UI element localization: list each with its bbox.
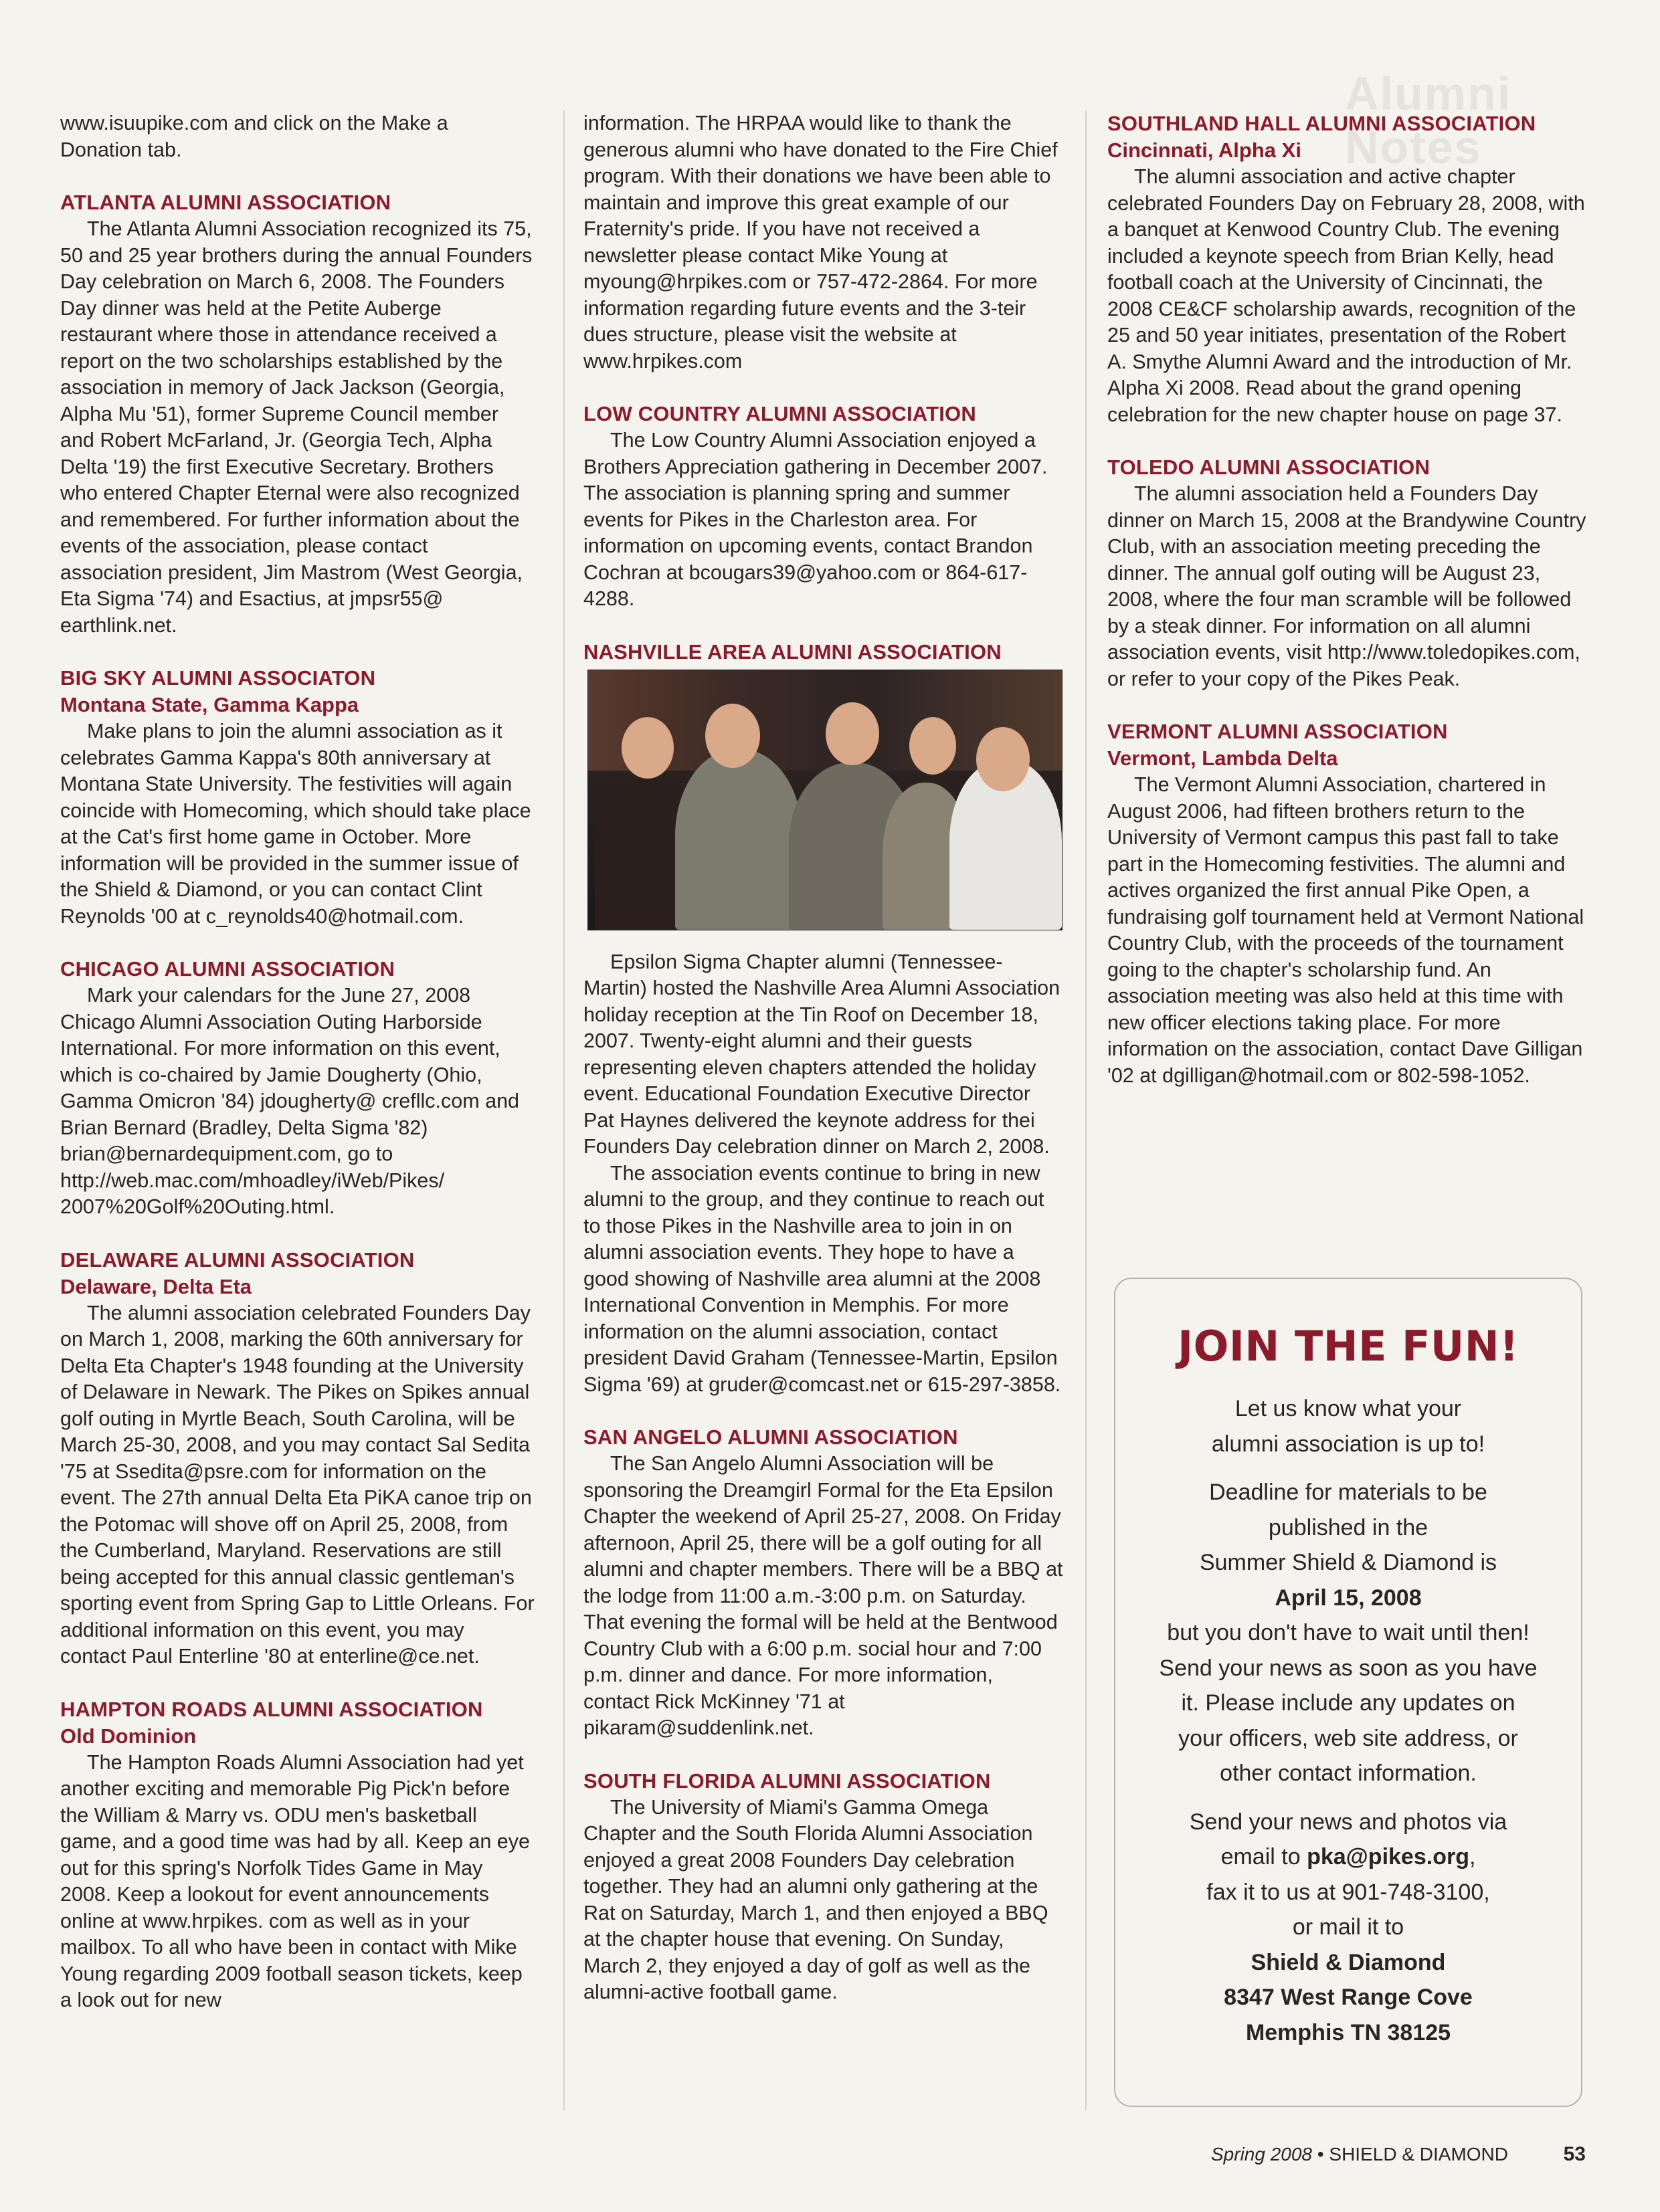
nashville-section: [583, 639, 1064, 1399]
body-text: Epsilon Sigma Chapter alumni (Tennessee-Martin) hosted the Nashville Area Alumni Association holiday reception at the Tin Roof on December 18, 2007. Twenty-eight alumni and their guests representing eleven chapters attended the holiday event. Educational Foundation Executive Director Pat Haynes delivered the keynote address for thei Founders Day celebration dinner on March 2, 2008.: [583, 950, 1060, 1158]
photo-figure-head: [909, 717, 956, 775]
faded-section-heading: Alumni Notes: [1345, 68, 1512, 173]
section-heading: TOLEDO ALUMNI ASSOCIATION: [1107, 456, 1431, 479]
callout-line: other contact information.: [1220, 1761, 1477, 1786]
hampton-continuation: [583, 110, 1064, 375]
column-middle: [583, 110, 1064, 2032]
southland-section: [1107, 110, 1589, 428]
section-subheading: Vermont, Lambda Delta: [1107, 746, 1338, 770]
callout-line: it. Please include any updates on: [1181, 1690, 1515, 1716]
photo-figure-head: [622, 717, 674, 779]
callout-line: Deadline for materials to be: [1209, 1480, 1487, 1505]
issue-label: Spring 2008: [1211, 2144, 1313, 2165]
email-address: pka@pikes.org: [1307, 1844, 1469, 1870]
section-heading: VERMONT ALUMNI ASSOCIATION: [1107, 720, 1448, 743]
callout-line: or mail it to: [1292, 1914, 1404, 1940]
body-text: The Hampton Roads Alumni Association had yet another exciting and memorable Pig Pick'n before the William & Marry vs. ODU men's basketball game, and a good time was had by all. Keep an eye out for this spring's Norfolk Tides Game in May 2008. Keep a lookout for event announcements online at www.hrpikes. com as well as in your mailbox. To all who have been in contact with Mike Young regarding 2009 football season tickets, keep a look out for new: [60, 1750, 530, 2011]
section-heading: NASHVILLE AREA ALUMNI ASSOCIATION: [583, 639, 1002, 664]
callout-line: fax it to us at 901-748-3100,: [1206, 1879, 1490, 1905]
delaware-section: [60, 1247, 535, 1670]
section-heading: SAN ANGELO ALUMNI ASSOCIATION: [583, 1425, 958, 1449]
photo-figure-head: [705, 704, 760, 768]
column-right: [1107, 110, 1589, 1115]
body-text: The University of Miami's Gamma Omega Chapter and the South Florida Alumni Association enjoyed a great 2008 Founders Day celebration together. They had an alumni only gathering at the Rat on Saturday, March 1, and then enjoyed a BBQ at the chapter house that evening. On Sunday, March 2, they enjoyed a day of golf as well as the alumni-active football game.: [583, 1795, 1048, 2003]
address-street: 8347 West Range Cove: [1224, 1985, 1473, 2010]
page-number: 53: [1563, 2143, 1586, 2165]
callout-line: Send your news as soon as you have: [1159, 1655, 1538, 1681]
body-text: The Low Country Alumni Association enjoyed a Brothers Appreciation gathering in December 2007. The association is planning spring and summer events for Pikes in the Charleston area. For information on upcoming events, contact Brandon Cochran at bcougars39@yahoo.com or 864-617-4288.: [583, 429, 1048, 610]
callout-line: but you don't have to wait until then!: [1167, 1620, 1530, 1645]
callout-email-line: [1115, 1839, 1581, 1875]
body-text: The San Angelo Alumni Association will be sponsoring the Dreamgirl Formal for the Eta Epsilon Chapter the weekend of April 25-27, 2008. On Friday afternoon, April 25, there will be a golf outing for all alumni and chapter members. There will be a BBQ at the lodge from 11:00 a.m.-3:00 p.m. on Saturday. That evening the formal will be held at the Bentwood Country Club with a 6:00 p.m. social hour and 7:00 p.m. dinner and dance. For more information, contact Rick McKinney '71 at pikaram@suddenlink.net.: [583, 1452, 1063, 1739]
spacer: [1115, 1462, 1581, 1475]
chicago-section: [60, 956, 535, 1221]
join-the-fun-callout: [1114, 1278, 1582, 2107]
section-heading: HAMPTON ROADS ALUMNI ASSOCIATION: [60, 1697, 483, 1721]
body-text: The Atlanta Alumni Association recognized its 75, 50 and 25 year brothers during the annual Founders Day celebration on March 6, 2008. The Founders Day dinner was held at the Petite Auberge restaurant where those in attendance received a report on the two scholarships established by the association in memory of Jack Jackson (Georgia, Alpha Mu '51), former Supreme Council member and Robert McFarland, Jr. (Georgia Tech, Alpha Delta '19) the first Executive Secretary. Brothers who entered Chapter Eternal were also recognized and remembered. For further information about the events of the association, please contact association president, Jim Mastrom (West Georgia, Eta Sigma '74) and Esactius, at jmpsr55@ earthlink.net.: [60, 217, 533, 637]
lowcountry-section: [583, 401, 1064, 613]
body-text: Mark your calendars for the June 27, 2008 Chicago Alumni Association Outing Harborside International. For more information on this event, which is co-chaired by Jamie Dougherty (Ohio, Gamma Omicron '84) jdougherty@ crefllc.com and Brian Bernard (Bradley, Delta Sigma '82) brian@bernardequipment.com, go to http://web.mac.com/mhoadley/iWeb/Pikes/ 2007%20Golf%20Outing.html.: [60, 984, 519, 1218]
section-heading: BIG SKY ALUMNI ASSOCIATON: [60, 666, 376, 690]
callout-text: ,: [1469, 1844, 1476, 1870]
callout-title: JOIN THE FUN!: [1178, 1322, 1519, 1371]
mailing-address: [1115, 1945, 1581, 1981]
callout-line: published in the: [1268, 1514, 1428, 1540]
callout-text: email to: [1220, 1844, 1307, 1870]
footer-separator: •: [1312, 2144, 1329, 2165]
southflorida-section: [583, 1768, 1064, 2006]
section-subheading: Montana State, Gamma Kappa: [60, 693, 359, 716]
callout-deadline: [1115, 1581, 1581, 1616]
section-heading: CHICAGO ALUMNI ASSOCIATION: [60, 957, 395, 981]
toledo-section: [1107, 454, 1589, 692]
section-subheading: Delaware, Delta Eta: [60, 1274, 252, 1298]
address-city: Memphis TN 38125: [1245, 2019, 1451, 2045]
section-heading: SOUTHLAND HALL ALUMNI ASSOCIATION: [1107, 112, 1536, 135]
callout-line: your officers, web site address, or: [1178, 1725, 1518, 1751]
body-text: The Vermont Alumni Association, chartered in August 2006, had fifteen brothers return to the University of Vermont campus this past fall to take part in the Homecoming festivities. The alumni and actives organized the first annual Pike Open, a fundraising golf tournament held at Vermont National Country Club, with the proceeds of the tournament going to the chapter's scholarship fund. An association meeting was also held at this time with new officer elections taking place. For more information on the association, contact Dave Gilligan '02 at dgilligan@hotmail.com or 802-598-1052.: [1107, 773, 1584, 1087]
photo-figure-head: [976, 727, 1030, 791]
sanangelo-section: [583, 1424, 1064, 1742]
body-text: The association events continue to bring in new alumni to the group, and they continue to reach out to those Pikes in the Nashville area to join in on alumni association events. They hope to have a good showing of Nashville area alumni at the 2008 International Convention in Memphis. For more information on the alumni association, contact president David Graham (Tennessee-Martin, Epsilon Sigma '69) at gruder@comcast.net or 615-297-3858.: [583, 1161, 1061, 1396]
body-text: Make plans to join the alumni association as it celebrates Gamma Kappa's 80th anniversary at Montana State University. The festivities will again coincide with Homecoming, which should take place at the Cat's first home game in October. More information will be provided in the summer issue of the Shield & Diamond, or you can contact Clint Reynolds '00 at c_reynolds40@hotmail.com.: [60, 720, 531, 928]
column-divider: [1085, 110, 1087, 2110]
mailing-address: [1115, 2015, 1581, 2051]
section-subheading: Old Dominion: [60, 1724, 197, 1748]
callout-line: Summer Shield & Diamond is: [1199, 1550, 1497, 1575]
body-text: The alumni association held a Founders Day dinner on March 15, 2008 at the Brandywine Country Club, with an association meeting preceding the dinner. The annual golf outing will be August 23, 2008, where the four man scramble will be followed by a steak dinner. For information on all alumni association events, visit http://www.toledopikes.com, or refer to your copy of the Pikes Peak.: [1107, 482, 1586, 690]
photo-figure: [675, 749, 802, 930]
body-text: The alumni association and active chapter celebrated Founders Day on February 28, 2008, with a banquet at Kenwood Country Club. The evening included a keynote speech from Brian Kelly, head football coach at the University of Cincinnati, the 2008 CE&CF scholarship awards, recognition of the 25 and 50 year initiates, presentation of the Robert A. Smythe Alumni Award and the introduction of Mr. Alpha Xi 2008. Read about the grand opening celebration for the new chapter house on page 37.: [1107, 165, 1585, 426]
body-text: www.isuupike.com and click on the Make a Donation tab.: [60, 112, 448, 161]
column-divider: [563, 110, 565, 2110]
section-heading: LOW COUNTRY ALUMNI ASSOCIATION: [583, 402, 976, 425]
body-text: The alumni association celebrated Founders Day on March 1, 2008, marking the 60th anniversary for Delta Eta Chapter's 1948 founding at the University of Delaware in Newark. The Pikes on Spikes annual golf outing in Myrtle Beach, South Carolina, will be March 25-30, 2008, and you may contact Sal Sedita '75 at Ssedita@psre.com for information on the event. The 27th annual Delta Eta PiKA canoe trip on the Potomac will shove off on April 25, 2008, from the Cumberland, Maryland. Reservations are still being accepted for this annual classic gentleman's sporting event from Spring Gap to Little Orleans. For additional information on this event, you may contact Paul Enterline '80 at enterline@ce.net.: [60, 1301, 535, 1668]
section-heading: SOUTH FLORIDA ALUMNI ASSOCIATION: [583, 1769, 991, 1793]
vermont-section: [1107, 718, 1589, 1089]
deadline-date: April 15, 2008: [1275, 1585, 1422, 1611]
page-footer: [1211, 2144, 1586, 2165]
section-heading: DELAWARE ALUMNI ASSOCIATION: [60, 1247, 415, 1272]
callout-line: alumni association is up to!: [1211, 1431, 1485, 1457]
group-photo: [587, 670, 1063, 930]
callout-line: Let us know what your: [1234, 1396, 1462, 1421]
magazine-name: SHIELD & DIAMOND: [1329, 2144, 1508, 2165]
photo-figure-head: [826, 702, 879, 765]
section-heading: ATLANTA ALUMNI ASSOCIATION: [60, 191, 391, 214]
section-subheading: Cincinnati, Alpha Xi: [1107, 138, 1301, 162]
column-left: [60, 110, 535, 2040]
mailing-address: [1115, 1980, 1581, 2015]
address-name: Shield & Diamond: [1251, 1949, 1446, 1975]
body-text: information. The HRPAA would like to thank the generous alumni who have donated to the Fire Chief program. With their donations we have been able to maintain and improve this great example of our Fraternity's pride. If you have not received a newsletter please contact Mike Young at myoung@hrpikes.com or 757-472-2864. For more information regarding future events and the 3-teir dues structure, please visit the website at www.hrpikes.com: [583, 112, 1058, 373]
callout-line: Send your news and photos via: [1189, 1809, 1507, 1835]
bigsky-section: [60, 665, 535, 930]
atlanta-section: [60, 189, 535, 639]
spacer: [1115, 1791, 1581, 1805]
hampton-section: [60, 1696, 535, 2014]
intro-continuation: [60, 110, 535, 163]
